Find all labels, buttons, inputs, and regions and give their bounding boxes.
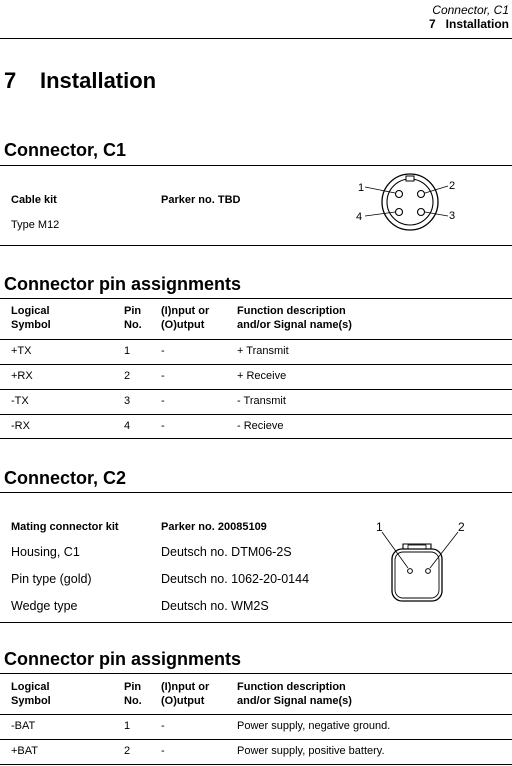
section-title-c1: Connector, C1 — [4, 140, 127, 160]
parker-number-c1: Parker no. TBD — [161, 194, 241, 206]
pins-2-row-rule — [0, 739, 512, 740]
m12-inner-ring — [387, 179, 433, 225]
m12-label-3: 3 — [449, 210, 456, 222]
running-header-chapter — [429, 17, 509, 31]
pins-1-header-symbol-line-2: Symbol — [11, 319, 51, 331]
wedge-type-label: Wedge type — [11, 599, 78, 613]
pins-2-header-pin — [124, 680, 142, 708]
pins-2-row-1-func: Power supply, negative ground. — [237, 720, 391, 732]
pins-1-row-1-io: - — [161, 345, 165, 357]
housing-label: Housing, C1 — [11, 545, 80, 559]
pins-1-row-4-pin: 4 — [124, 420, 131, 432]
m12-pin-3 — [418, 209, 425, 216]
pins-2-row-2-io: - — [161, 745, 165, 757]
pins-1-row-3-symbol: -TX — [11, 395, 29, 407]
m12-outer-ring — [382, 174, 438, 230]
pins-1-top-rule — [0, 298, 512, 299]
pins-2-bottom-rule — [0, 764, 512, 765]
pins-2-row-2-pin: 2 — [124, 745, 131, 757]
pins-1-row-2-symbol: +RX — [11, 370, 33, 382]
pins-1-header-pin-line-2: No. — [124, 319, 142, 331]
pins-2-header-symbol-line-1: Logical — [11, 681, 50, 693]
m12-label-2: 2 — [449, 180, 456, 192]
dtm-leader-2 — [430, 532, 458, 568]
pins-1-header-io-line-2: (O)utput — [161, 319, 205, 331]
pins-1-header-func-line-1: Function description — [237, 305, 346, 317]
housing-value: Deutsch no. DTM06-2S — [161, 545, 292, 559]
c1-top-rule — [0, 165, 512, 166]
pins-2-header-func — [237, 680, 352, 708]
section-title-pins-2: Connector pin assignments — [4, 649, 242, 669]
m12-label-4: 4 — [356, 211, 363, 223]
section-title-pins-1: Connector pin assignments — [4, 274, 242, 294]
pins-1-row-4-io: - — [161, 420, 165, 432]
pins-2-header-func-line-1: Function description — [237, 681, 346, 693]
pins-2-row-1-symbol: -BAT — [11, 720, 36, 732]
pins-2-header-io — [161, 680, 209, 708]
section-title-c2: Connector, C2 — [4, 468, 127, 488]
type-label: Type M12 — [11, 219, 60, 231]
m12-label-1: 1 — [358, 182, 365, 194]
c1-bottom-rule — [0, 245, 512, 246]
pins-1-row-1-symbol: +TX — [11, 345, 32, 357]
pins-2-header-io-line-2: (O)utput — [161, 695, 205, 707]
pins-2-header-symbol — [11, 680, 51, 708]
pins-1-header-io-line-1: (I)nput or — [161, 305, 210, 317]
pins-1-row-2-io: - — [161, 370, 165, 382]
dtm-label-2: 2 — [458, 520, 465, 534]
dtm-label-1: 1 — [376, 520, 383, 534]
m12-pin-4 — [396, 209, 403, 216]
pins-1-row-rule — [0, 389, 512, 390]
pins-1-row-3-io: - — [161, 395, 165, 407]
chapter-title: Installation — [40, 68, 157, 93]
pins-2-header-func-line-2: and/or Signal name(s) — [237, 695, 352, 707]
dtm-pin-1 — [408, 569, 413, 574]
pins-1-header-pin — [124, 304, 142, 332]
pins-1-row-1-pin: 1 — [124, 345, 131, 357]
dtm-pin-2 — [426, 569, 431, 574]
m12-connector-diagram — [350, 170, 470, 242]
running-header-chapter-title: Installation — [445, 17, 509, 31]
pins-1-header-func-line-2: and/or Signal name(s) — [237, 319, 352, 331]
pins-1-row-4-symbol: -RX — [11, 420, 30, 432]
pins-1-header-pin-line-1: Pin — [124, 305, 142, 317]
pins-2-header-rule — [0, 714, 512, 715]
pins-1-header-symbol-line-1: Logical — [11, 305, 50, 317]
cable-kit-label: Cable kit — [11, 194, 57, 206]
pins-1-row-4-func: - Recieve — [237, 420, 284, 432]
c2-top-rule — [0, 492, 512, 493]
pins-2-header-symbol-line-2: Symbol — [11, 695, 51, 707]
pin-type-value: Deutsch no. 1062-20-0144 — [161, 572, 310, 586]
pins-2-header-io-line-1: (I)nput or — [161, 681, 210, 693]
pins-1-header-io — [161, 304, 209, 332]
pins-1-header-func — [237, 304, 352, 332]
pin-type-label: Pin type (gold) — [11, 572, 92, 586]
running-header-chapter-number: 7 — [428, 17, 436, 31]
pins-2-header-pin-line-2: No. — [124, 695, 142, 707]
pins-1-row-2-pin: 2 — [124, 370, 131, 382]
m12-key-notch — [406, 176, 414, 181]
chapter-heading — [4, 68, 156, 94]
wedge-type-value: Deutsch no. WM2S — [161, 599, 269, 613]
pins-1-row-3-pin: 3 — [124, 395, 131, 407]
pins-2-row-2-symbol: +BAT — [11, 745, 39, 757]
pins-1-header-rule — [0, 339, 512, 340]
pins-2-row-2-func: Power supply, positive battery. — [237, 745, 385, 757]
pins-1-bottom-rule — [0, 438, 512, 439]
mating-kit-value: Parker no. 20085109 — [161, 521, 267, 533]
pins-1-row-rule — [0, 414, 512, 415]
pins-1-row-1-func: + Transmit — [237, 345, 289, 357]
dtm-connector-diagram — [370, 515, 470, 605]
pins-2-row-1-io: - — [161, 720, 165, 732]
chapter-number: 7 — [4, 68, 17, 93]
pins-1-row-2-func: + Receive — [237, 370, 287, 382]
running-header-section: Connector, C1 — [432, 3, 509, 17]
pins-1-header-symbol — [11, 304, 51, 332]
pins-1-row-rule — [0, 364, 512, 365]
pins-1-row-3-func: - Transmit — [237, 395, 286, 407]
mating-kit-label: Mating connector kit — [11, 521, 119, 533]
pins-2-row-1-pin: 1 — [124, 720, 131, 732]
m12-pin-1 — [396, 191, 403, 198]
header-rule — [0, 38, 512, 39]
c2-bottom-rule — [0, 622, 512, 623]
pins-2-top-rule — [0, 673, 512, 674]
m12-pin-2 — [418, 191, 425, 198]
pins-2-header-pin-line-1: Pin — [124, 681, 142, 693]
